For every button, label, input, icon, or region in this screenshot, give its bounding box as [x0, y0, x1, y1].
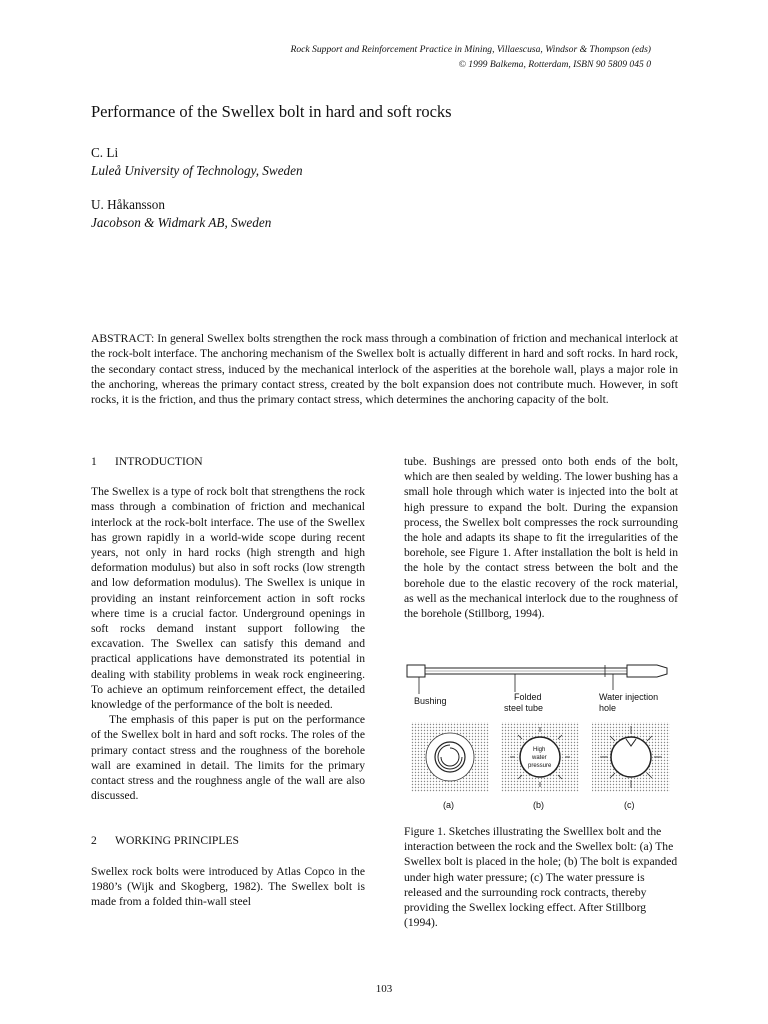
section-title: WORKING PRINCIPLES	[115, 834, 239, 848]
paragraph: The Swellex is a type of rock bolt that strengthens the rock mass through a combination of friction and mechanical interlock at the rock-bolt interface. The use of the Swellex has grown rapidly in a world-wide scope during recent years, not only in hard rocks (high strength and high deformation modulus) but also in soft rocks (low strength and low deformation modulus). The Swellex is unique in providing an instant reinforcement action in soft rocks where time is a crucial factor. Underground openings in soft rocks demand instant support following the excavation. The Swellex can satisfy this demand and practical applications have demonstrated its potential in dealing with stability problems in weak rock engineering. To achieve an optimum reinforcement effect, the detailed knowledge of the performance of the bolt is needed.	[91, 485, 365, 712]
paragraph-split-left: Swellex rock bolts were introduced by Atlas Copco in the 1980’s (Wijk and Skogberg, 1982). The Swellex bolt is made from a folded thin-wall steel	[91, 864, 365, 909]
abstract: ABSTRACT: In general Swellex bolts strengthen the rock mass through a combination of friction and mechanical interlock at the rock-bolt interface. The anchoring mechanism of the Swellex bolt is actually different in hard and soft rocks. In hard rock, the secondary contact stress, induced by the mechanical interlock of the asperities at the borehole wall, plays a major role in the anchoring, whereas the primary contact stress, created by the bolt expansion does not contribute much. However, in soft rocks, it is the friction, and thus the primary contact stress, which determines the anchoring capacity of the bolt.	[91, 332, 678, 407]
figure-caption: Figure 1. Sketches illustrating the Swelllex bolt and the interaction between the rock and the Swellex bolt: (a) The Swellex bolt is placed in the hole; (b) The bolt is expanded under high water pressure; (c) The water pressure is released and the surrounding rock contracts, thereby providing the Swellex locking effect. After Stillborg (1994).	[404, 825, 678, 930]
panel-label-c: (c)	[624, 800, 635, 810]
label-steel-tube: steel tube	[504, 703, 544, 713]
bolt-drawing	[407, 665, 667, 694]
author-name: U. Håkansson	[91, 197, 165, 212]
section-number: 2	[91, 834, 97, 848]
header-citation-line: Rock Support and Reinforcement Practice in Mining, Villaescusa, Windsor & Thompson (eds)	[290, 44, 651, 55]
figure-1	[405, 660, 681, 820]
panel-a	[411, 722, 489, 792]
author-affiliation: Jacobson & Widmark AB, Sweden	[91, 215, 272, 230]
panel-label-b: (b)	[533, 800, 544, 810]
paragraph-split-right: tube. Bushings are pressed onto both ends of the bolt, which are then sealed by welding. The lower bushing has a small hole through which water is injected into the bolt at high pressure to expand the bolt. During the expansion process, the Swellex bolt compresses the rock surrounding the hole and adapts its shape to fit the irregularities of the borehole, see Figure 1. After installation the bolt is held in the hole by the contact stress between the bolt and the borehole due to the elastic recovery of the rock material, as well as the mechanical interlock due to the roughness of the borehole (Stillborg, 1994).	[404, 455, 678, 621]
label-high: High	[533, 747, 546, 753]
page-number: 103	[375, 983, 393, 995]
header-copyright-line: © 1999 Balkema, Rotterdam, ISBN 90 5809 045 0	[458, 59, 651, 70]
label-hole: hole	[599, 703, 617, 713]
author-name: C. Li	[91, 145, 119, 160]
section-heading-working-principles	[91, 833, 365, 848]
section-heading-introduction	[91, 454, 365, 469]
panel-label-a: (a)	[443, 800, 454, 810]
label-water: water	[532, 755, 547, 761]
label-water-injection: Water injection	[599, 692, 659, 702]
right-column	[404, 454, 678, 621]
section-number: 1	[91, 455, 97, 468]
section-title: INTRODUCTION	[115, 455, 203, 468]
left-column	[91, 454, 365, 909]
label-folded: Folded	[514, 692, 542, 702]
label-pressure: pressure	[528, 763, 552, 769]
panel-c	[592, 722, 670, 792]
paper-title: Performance of the Swellex bolt in hard and soft rocks	[91, 102, 452, 121]
author-affiliation: Luleå University of Technology, Sweden	[91, 163, 303, 178]
paragraph: The emphasis of this paper is put on the performance of the Swellex bolt in hard and soft rocks. The roles of the primary contact stress and the roughness of the borehole wall are examined in detail. The limits for the primary contact stress and the roughness angle of the wall are also discussed.	[91, 713, 365, 803]
label-bushing: Bushing	[414, 696, 447, 706]
